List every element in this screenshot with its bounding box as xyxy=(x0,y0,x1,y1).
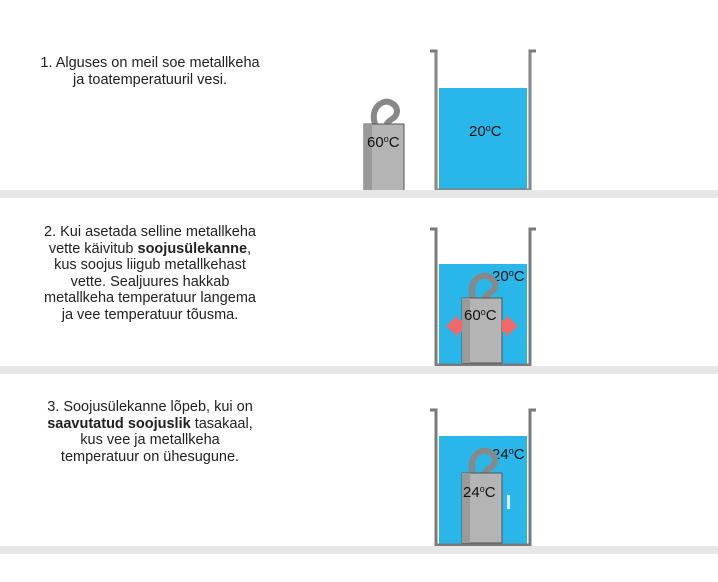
thermometer-icon xyxy=(507,495,510,509)
step-2-panel xyxy=(0,198,718,375)
step-2-text: 2. Kui asetada selline metallkeha vette käivitub soojusülekanne, kus soojus liigub metallkehast vette. Sealjuures hakkab metallkeha temperatuur langema ja vee temperatuur tõusma. xyxy=(44,224,256,323)
water-temperature-label: 20$^o$C xyxy=(492,268,525,285)
step-2-illustration xyxy=(0,198,718,375)
beaker xyxy=(430,51,536,190)
metal-weight xyxy=(364,102,404,191)
step-1-illustration xyxy=(0,0,718,198)
water-temperature-label: 24$^o$C xyxy=(492,446,525,463)
step-1-text: 1. Alguses on meil soe metallkeha ja toatemperatuuril vesi. xyxy=(40,55,260,88)
floor-line xyxy=(0,546,718,554)
floor-line xyxy=(0,190,718,198)
step-3-text: 3. Soojusülekanne lõpeb, kui on saavutatud soojuslik tasakaal, kus vee ja metallkeha temperatuur on ühesugune. xyxy=(47,399,253,465)
step-3-panel xyxy=(0,375,718,582)
water-temperature-label: 20$^o$C xyxy=(469,123,502,140)
metal-temperature-label: 60$^o$C xyxy=(367,134,400,151)
metal-temperature-label: 24$^o$C xyxy=(463,484,496,501)
metal-temperature-label: 60$^o$C xyxy=(464,307,497,324)
step-1-panel xyxy=(0,0,718,198)
floor-line xyxy=(0,366,718,374)
